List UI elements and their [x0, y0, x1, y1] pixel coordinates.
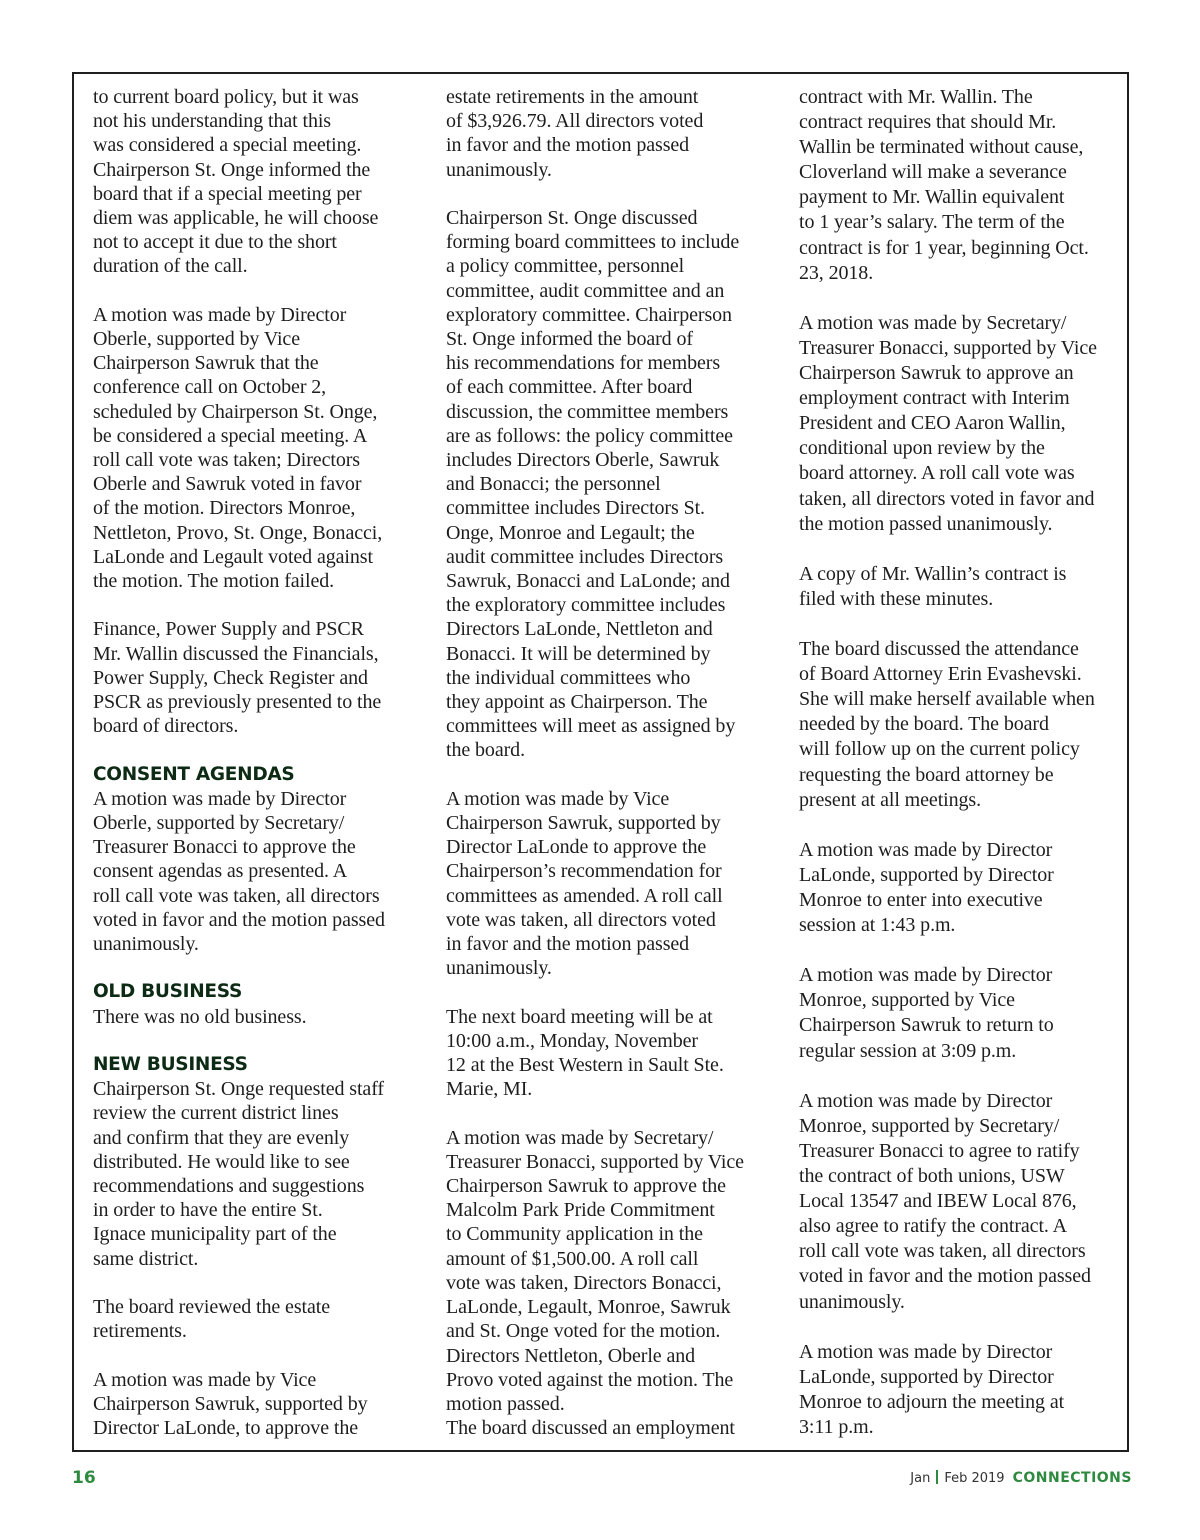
- paragraph: [799, 838, 1117, 938]
- magazine-title: CONNECTIONS: [1012, 1470, 1132, 1486]
- text-line: they appoint as Chairperson. The: [446, 691, 708, 714]
- text-line: 3:11 p.m.: [799, 1415, 874, 1438]
- text-line: A motion was made by Secretary/: [446, 1126, 714, 1149]
- text-line: Marie, MI.: [446, 1078, 533, 1101]
- text-line: Finance, Power Supply and PSCR: [93, 618, 364, 641]
- text-line: The board discussed the attendance: [799, 638, 1079, 661]
- column-2: [446, 85, 766, 1440]
- text-line: 10:00 a.m., Monday, November: [446, 1029, 698, 1052]
- text-line: A motion was made by Vice: [446, 787, 670, 810]
- text-line: roll call vote was taken; Directors: [93, 449, 360, 472]
- text-line: The next board meeting will be at: [446, 1005, 713, 1028]
- text-line: in favor and the motion passed: [446, 134, 690, 157]
- paragraph: [799, 963, 1117, 1063]
- text-line: diem was applicable, he will choose: [93, 207, 379, 230]
- paragraph: [799, 311, 1117, 537]
- text-line: of the motion. Directors Monroe,: [93, 497, 356, 520]
- footer-issue: Feb 2019: [944, 1471, 1005, 1486]
- text-line: She will make herself available when: [799, 688, 1095, 711]
- text-line: Chairperson St. Onge informed the: [93, 158, 371, 181]
- text-line: scheduled by Chairperson St. Onge,: [93, 400, 378, 423]
- text-line: Chairperson Sawruk to approve the: [446, 1175, 726, 1198]
- text-line: roll call vote was taken, all directors: [799, 1240, 1086, 1263]
- text-line: committees as amended. A roll call: [446, 884, 723, 907]
- paragraph: [93, 617, 413, 738]
- text-line: Treasurer Bonacci, supported by Vice: [799, 336, 1097, 359]
- paragraph: [446, 1416, 766, 1440]
- text-line: Chairperson Sawruk, supported by: [93, 1392, 368, 1415]
- text-line: filed with these minutes.: [799, 587, 994, 610]
- text-line: of each committee. After board: [446, 376, 693, 399]
- text-line: roll call vote was taken, all directors: [93, 884, 380, 907]
- paragraph: [446, 206, 766, 763]
- text-line: and St. Onge voted for the motion.: [446, 1320, 721, 1343]
- text-line: Monroe, supported by Vice: [799, 989, 1015, 1012]
- text-line: committees will meet as assigned by: [446, 715, 736, 738]
- text-line: Chairperson Sawruk to return to: [799, 1014, 1054, 1037]
- text-line: President and CEO Aaron Wallin,: [799, 412, 1066, 435]
- text-line: Chairperson Sawruk, supported by: [446, 812, 721, 835]
- text-line: Monroe to adjourn the meeting at: [799, 1390, 1065, 1413]
- text-line: payment to Mr. Wallin equivalent: [799, 186, 1065, 209]
- paragraph: [93, 1368, 413, 1441]
- text-line: Chairperson Sawruk to approve an: [799, 362, 1074, 385]
- paragraph: [93, 303, 413, 593]
- text-line: A motion was made by Director: [93, 787, 347, 810]
- text-line: A motion was made by Vice: [93, 1368, 317, 1391]
- text-line: the contract of both unions, USW: [799, 1165, 1065, 1188]
- text-line: Bonacci. It will be determined by: [446, 642, 711, 665]
- text-line: to Community application in the: [446, 1223, 703, 1246]
- text-line: Director LaLonde to approve the: [446, 836, 707, 859]
- text-line: to 1 year’s salary. The term of the: [799, 211, 1065, 234]
- paragraph: [799, 637, 1117, 813]
- section-heading-old-business: OLD BUSINESS: [93, 981, 242, 1003]
- text-line: voted in favor and the motion passed: [799, 1265, 1091, 1288]
- text-line: LaLonde and Legault voted against: [93, 545, 373, 568]
- text-line: A motion was made by Director: [93, 303, 347, 326]
- text-line: review the current district lines: [93, 1102, 339, 1125]
- text-line: Treasurer Bonacci, supported by Vice: [446, 1150, 744, 1173]
- text-line: not his understanding that this: [93, 110, 331, 133]
- text-line: to current board policy, but it was: [93, 86, 359, 108]
- text-line: St. Onge informed the board of: [446, 328, 693, 351]
- text-line: in favor and the motion passed: [446, 933, 690, 956]
- text-line: unanimously.: [446, 957, 552, 980]
- text-line: Oberle and Sawruk voted in favor: [93, 473, 362, 496]
- text-line: Onge, Monroe and Legault; the: [446, 521, 695, 544]
- paragraph: [93, 1005, 413, 1029]
- text-line: and confirm that they are evenly: [93, 1126, 350, 1149]
- text-line: Chairperson St. Onge discussed: [446, 207, 698, 229]
- text-line: A motion was made by Secretary/: [799, 311, 1067, 334]
- text-line: Oberle, supported by Vice: [93, 328, 300, 351]
- text-line: the motion passed unanimously.: [799, 512, 1053, 535]
- text-line: board of directors.: [93, 715, 239, 738]
- section-heading-consent-agendas: CONSENT AGENDAS: [93, 763, 295, 785]
- text-line: estate retirements in the amount: [446, 86, 699, 108]
- paragraph: [799, 85, 1117, 286]
- text-line: The board reviewed the estate: [93, 1296, 330, 1319]
- text-line: his recommendations for members: [446, 352, 721, 375]
- text-line: and Bonacci; the personnel: [446, 473, 661, 496]
- text-line: regular session at 3:09 p.m.: [799, 1039, 1017, 1062]
- text-line: recommendations and suggestions: [93, 1175, 365, 1198]
- text-line: Directors LaLonde, Nettleton and: [446, 618, 713, 641]
- paragraph: [446, 85, 766, 182]
- text-line: will follow up on the current policy: [799, 738, 1080, 761]
- section-heading-new-business: NEW BUSINESS: [93, 1054, 248, 1076]
- text-line: 12 at the Best Western in Sault Ste.: [446, 1054, 724, 1077]
- paragraph: [799, 1089, 1117, 1315]
- text-line: distributed. He would like to see: [93, 1150, 350, 1173]
- text-line: conference call on October 2,: [93, 376, 327, 399]
- text-line: 23, 2018.: [799, 261, 874, 284]
- paragraph: [93, 787, 413, 956]
- text-line: Monroe, supported by Secretary/: [799, 1114, 1060, 1137]
- text-line: includes Directors Oberle, Sawruk: [446, 449, 720, 472]
- text-line: Treasurer Bonacci to approve the: [93, 836, 356, 859]
- text-line: unanimously.: [799, 1290, 905, 1313]
- text-line: the board.: [446, 739, 525, 762]
- text-line: Director LaLonde, to approve the: [93, 1417, 359, 1440]
- text-line: motion passed.: [446, 1392, 565, 1415]
- text-line: discussion, the committee members: [446, 400, 729, 423]
- text-line: Power Supply, Check Register and: [93, 666, 368, 689]
- paragraph: [93, 85, 413, 279]
- text-line: of Board Attorney Erin Evashevski.: [799, 663, 1082, 686]
- paragraph: [799, 1340, 1117, 1440]
- text-line: PSCR as previously presented to the: [93, 691, 382, 714]
- text-line: also agree to ratify the contract. A: [799, 1215, 1067, 1238]
- column-3: [799, 85, 1117, 1440]
- footer-issue-info: [910, 1470, 1132, 1486]
- text-line: present at all meetings.: [799, 788, 981, 811]
- text-line: needed by the board. The board: [799, 713, 1049, 736]
- text-line: board attorney. A roll call vote was: [799, 462, 1075, 485]
- text-line: audit committee includes Directors: [446, 545, 724, 568]
- text-line: session at 1:43 p.m.: [799, 914, 956, 937]
- text-line: Chairperson Sawruk that the: [93, 352, 319, 375]
- text-line: A motion was made by Director: [799, 1089, 1053, 1112]
- text-line: The board discussed an employment: [446, 1417, 735, 1440]
- text-line: Local 13547 and IBEW Local 876,: [799, 1190, 1077, 1213]
- text-line: unanimously.: [446, 158, 552, 181]
- text-line: exploratory committee. Chairperson: [446, 303, 732, 326]
- text-line: Treasurer Bonacci to agree to ratify: [799, 1139, 1080, 1162]
- text-line: in order to have the entire St.: [93, 1199, 323, 1222]
- text-line: Monroe to enter into executive: [799, 889, 1043, 911]
- paragraph: [446, 787, 766, 981]
- paragraph: [446, 1005, 766, 1102]
- paragraph: [799, 562, 1117, 612]
- text-line: consent agendas as presented. A: [93, 860, 348, 883]
- column-1: [93, 85, 413, 1440]
- text-line: A motion was made by Director: [799, 838, 1053, 861]
- text-line: Directors Nettleton, Oberle and: [446, 1344, 696, 1367]
- text-line: Sawruk, Bonacci and LaLonde; and: [446, 570, 730, 593]
- text-line: forming board committees to include: [446, 231, 740, 254]
- text-line: A copy of Mr. Wallin’s contract is: [799, 562, 1067, 585]
- text-line: duration of the call.: [93, 255, 248, 278]
- text-line: a policy committee, personnel: [446, 255, 685, 278]
- text-line: There was no old business.: [93, 1005, 307, 1028]
- text-line: LaLonde, supported by Director: [799, 1365, 1054, 1388]
- text-line: are as follows: the policy committee: [446, 424, 733, 447]
- text-line: A motion was made by Director: [799, 1340, 1053, 1363]
- footer-month: Jan: [910, 1471, 931, 1486]
- page-number: 16: [72, 1468, 96, 1488]
- text-line: vote was taken, all directors voted: [446, 908, 716, 931]
- text-line: voted in favor and the motion passed: [93, 908, 385, 931]
- paragraph: [446, 1126, 766, 1416]
- text-line: Chairperson St. Onge requested staff: [93, 1078, 384, 1101]
- text-line: contract is for 1 year, beginning Oct.: [799, 236, 1089, 259]
- text-line: employment contract with Interim: [799, 387, 1070, 410]
- text-line: Oberle, supported by Secretary/: [93, 812, 345, 835]
- text-line: Cloverland will make a severance: [799, 161, 1067, 184]
- text-line: committee includes Directors St.: [446, 497, 705, 520]
- text-line: Provo voted against the motion. The: [446, 1368, 734, 1391]
- footer-divider: [936, 1470, 938, 1484]
- text-line: not to accept it due to the short: [93, 231, 337, 254]
- text-line: amount of $1,500.00. A roll call: [446, 1247, 699, 1270]
- text-line: the exploratory committee includes: [446, 594, 726, 617]
- text-line: the motion. The motion failed.: [93, 570, 335, 593]
- text-line: Mr. Wallin discussed the Financials,: [93, 642, 379, 665]
- text-line: A motion was made by Director: [799, 964, 1053, 987]
- text-line: same district.: [93, 1247, 199, 1270]
- text-line: contract with Mr. Wallin. The: [799, 86, 1033, 108]
- text-line: retirements.: [93, 1320, 187, 1343]
- text-line: Ignace municipality part of the: [93, 1223, 337, 1246]
- text-line: be considered a special meeting. A: [93, 424, 368, 447]
- text-line: Malcolm Park Pride Commitment: [446, 1199, 715, 1222]
- text-line: Nettleton, Provo, St. Onge, Bonacci,: [93, 521, 383, 544]
- text-line: vote was taken, Directors Bonacci,: [446, 1271, 722, 1294]
- text-line: requesting the board attorney be: [799, 763, 1054, 786]
- text-line: LaLonde, supported by Director: [799, 863, 1054, 886]
- text-line: the individual committees who: [446, 666, 691, 689]
- text-line: Chairperson’s recommendation for: [446, 860, 722, 883]
- paragraph: [93, 1295, 413, 1343]
- text-line: conditional upon review by the: [799, 437, 1045, 460]
- paragraph: [93, 1077, 413, 1271]
- text-line: contract requires that should Mr.: [799, 111, 1057, 134]
- text-line: was considered a special meeting.: [93, 134, 362, 157]
- text-line: taken, all directors voted in favor and: [799, 487, 1095, 510]
- text-line: board that if a special meeting per: [93, 182, 362, 205]
- text-line: Wallin be terminated without cause,: [799, 136, 1084, 159]
- text-line: unanimously.: [93, 933, 199, 956]
- text-line: of $3,926.79. All directors voted: [446, 110, 704, 133]
- text-line: committee, audit committee and an: [446, 279, 725, 302]
- text-line: LaLonde, Legault, Monroe, Sawruk: [446, 1296, 731, 1319]
